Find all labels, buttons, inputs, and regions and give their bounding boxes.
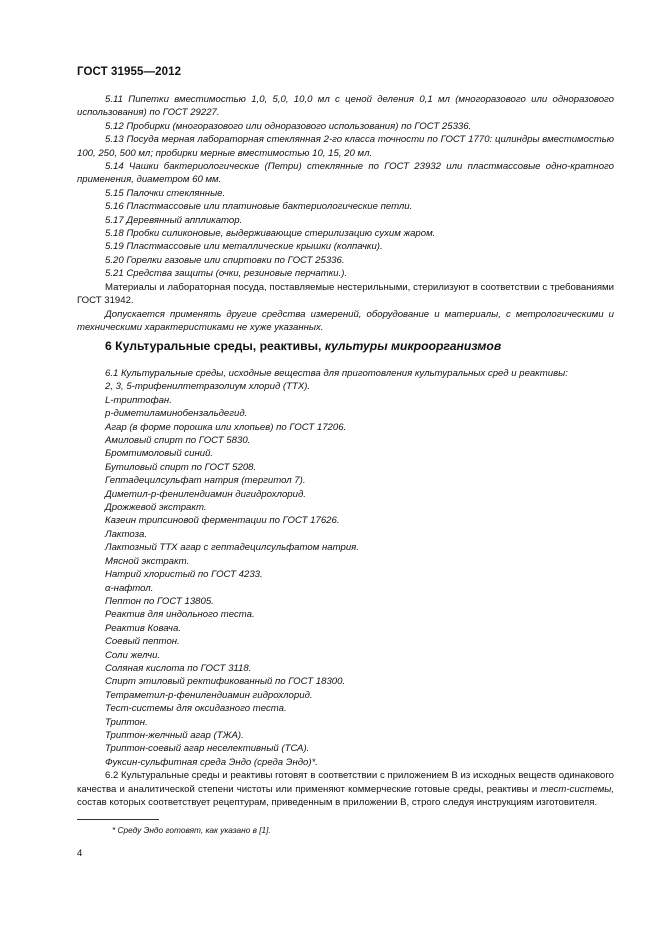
alternatives-note: Допускается применять другие средства измерений, оборудование и материалы, с метрологическими и техническими характеристиками не хуже указанных.	[77, 308, 614, 333]
reagent-item: Триптон-соевый агар неселективный (ТСА).	[105, 743, 310, 755]
reagent-item: Соевый пептон.	[105, 636, 180, 648]
section-6-title-italic: культуры микроорганизмов	[324, 339, 502, 353]
list-item: 5.21 Средства защиты (очки, резиновые перчатки.).	[105, 268, 348, 280]
reagent-item: Диметил-р-фенилендиамин дигидрохлорид.	[105, 488, 306, 500]
paragraph-6-2-italic: тест-системы,	[540, 783, 614, 795]
reagent-item: Соляная кислота по ГОСТ 3118.	[105, 662, 252, 674]
footnote-divider	[77, 819, 159, 820]
reagent-item: Бутиловый спирт по ГОСТ 5208.	[105, 461, 257, 473]
paragraph-6-2-part: состав которых соответствует рецептурам, приведенным в приложении В, строго следуя инструкциям изготовителя.	[77, 797, 598, 808]
reagent-item: р-диметиламинобензальдегид.	[105, 408, 248, 420]
list-item: 5.17 Деревянный аппликатор.	[105, 214, 243, 226]
section-6-intro: 6.1 Культуральные среды, исходные вещества для приготовления культуральных сред и реактивы:	[105, 368, 568, 379]
reagent-item: 2, 3, 5-трифенилтетразолиум хлорид (ТТХ).	[105, 381, 311, 393]
materials-note: Материалы и лабораторная посуда, поставляемые нестерильными, стерилизуют в соответствии с требованиями ГОСТ 31942.	[77, 281, 614, 307]
reagent-item: α-нафтол.	[105, 582, 154, 594]
reagent-item: L-триптофан.	[105, 394, 172, 406]
reagent-item: Тест-системы для оксидазного теста.	[105, 703, 287, 715]
list-item: 5.15 Палочки стеклянные.	[105, 187, 226, 199]
reagent-item: Фуксин-сульфитная среда Эндо (среда Эндо)*.	[105, 756, 318, 768]
paragraph-6-2	[77, 769, 614, 809]
list-item: 5.11 Пипетки вместимостью 1,0, 5,0, 10,0 мл с ценой деления 0,1 мл (многоразового или одноразового использования) по ГОСТ 29227.	[77, 94, 614, 119]
list-item: 5.18 Пробки силиконовые, выдерживающие стерилизацию сухим жаром.	[105, 228, 436, 240]
reagent-item: Казеин трипсиновой ферментации по ГОСТ 17626.	[105, 515, 340, 527]
page-number: 4	[77, 848, 83, 859]
paragraph-6-2-part: 6.2 Культуральные среды и реактивы готовят в соответствии с приложением В из исходных веществ одинакового качества и аналитической степени чистоты или применяют коммерческие готовые среды, реактивы и	[77, 770, 614, 795]
section-6-body	[77, 367, 614, 809]
reagent-item: Спирт этиловый ректификованный по ГОСТ 18300.	[105, 676, 346, 688]
reagent-item: Агар (в форме порошка или хлопьев) по ГОСТ 17206.	[105, 421, 347, 433]
list-item: 5.16 Пластмассовые или платиновые бактериологические петли.	[105, 201, 413, 213]
reagent-item: Гептадецилсульфат натрия (тергитол 7).	[105, 475, 306, 487]
reagent-item: Тетраметил-р-фенилендиамин гидрохлорид.	[105, 689, 313, 701]
list-item: 5.14 Чашки бактериологические (Петри) стеклянные по ГОСТ 23932 или пластмассовые одно-кратного применения, диаметром 60 мм.	[77, 161, 614, 186]
list-item: 5.12 Пробирки (многоразового или одноразового использования) по ГОСТ 25336.	[105, 120, 472, 132]
reagent-item: Реактив Ковача.	[105, 622, 181, 634]
section-6-title-main: 6 Культуральные среды, реактивы,	[105, 339, 322, 353]
reagent-item: Пептон по ГОСТ 13805.	[105, 595, 214, 607]
reagent-item: Триптон.	[105, 716, 148, 728]
reagent-item: Соли желчи.	[105, 649, 161, 661]
reagent-item: Триптон-желчный агар (ТЖА).	[105, 729, 244, 741]
reagent-item: Натрий хлористый по ГОСТ 4233.	[105, 569, 263, 581]
reagent-item: Амиловый спирт по ГОСТ 5830.	[105, 435, 251, 447]
section-5-list	[77, 93, 614, 334]
reagent-item: Дрожжевой экстракт.	[105, 502, 207, 514]
reagent-item: Реактив для индольного теста.	[105, 609, 255, 621]
reagent-list	[77, 380, 614, 769]
reagent-item: Лактоза.	[105, 528, 148, 540]
section-6-title	[105, 339, 501, 353]
list-item: 5.20 Горелки газовые или спиртовки по ГОСТ 25336.	[105, 254, 345, 266]
reagent-item: Лактозный ТТХ агар с гептадецилсульфатом натрия.	[105, 542, 359, 554]
document-header: ГОСТ 31955—2012	[77, 66, 182, 78]
reagent-item: Мясной экстракт.	[105, 555, 190, 567]
list-item: 5.19 Пластмассовые или металлические крышки (колпачки).	[105, 241, 383, 253]
list-item: 5.13 Посуда мерная лабораторная стеклянная 2-го класса точности по ГОСТ 1770: цилиндры вместимостью 100, 250, 500 мл; пробирки мерные вместимостью 10, 15, 20 мл.	[77, 134, 614, 159]
reagent-item: Бромтимоловый синий.	[105, 448, 214, 460]
footnote: * Среду Эндо готовят, как указано в [1].	[112, 825, 271, 835]
